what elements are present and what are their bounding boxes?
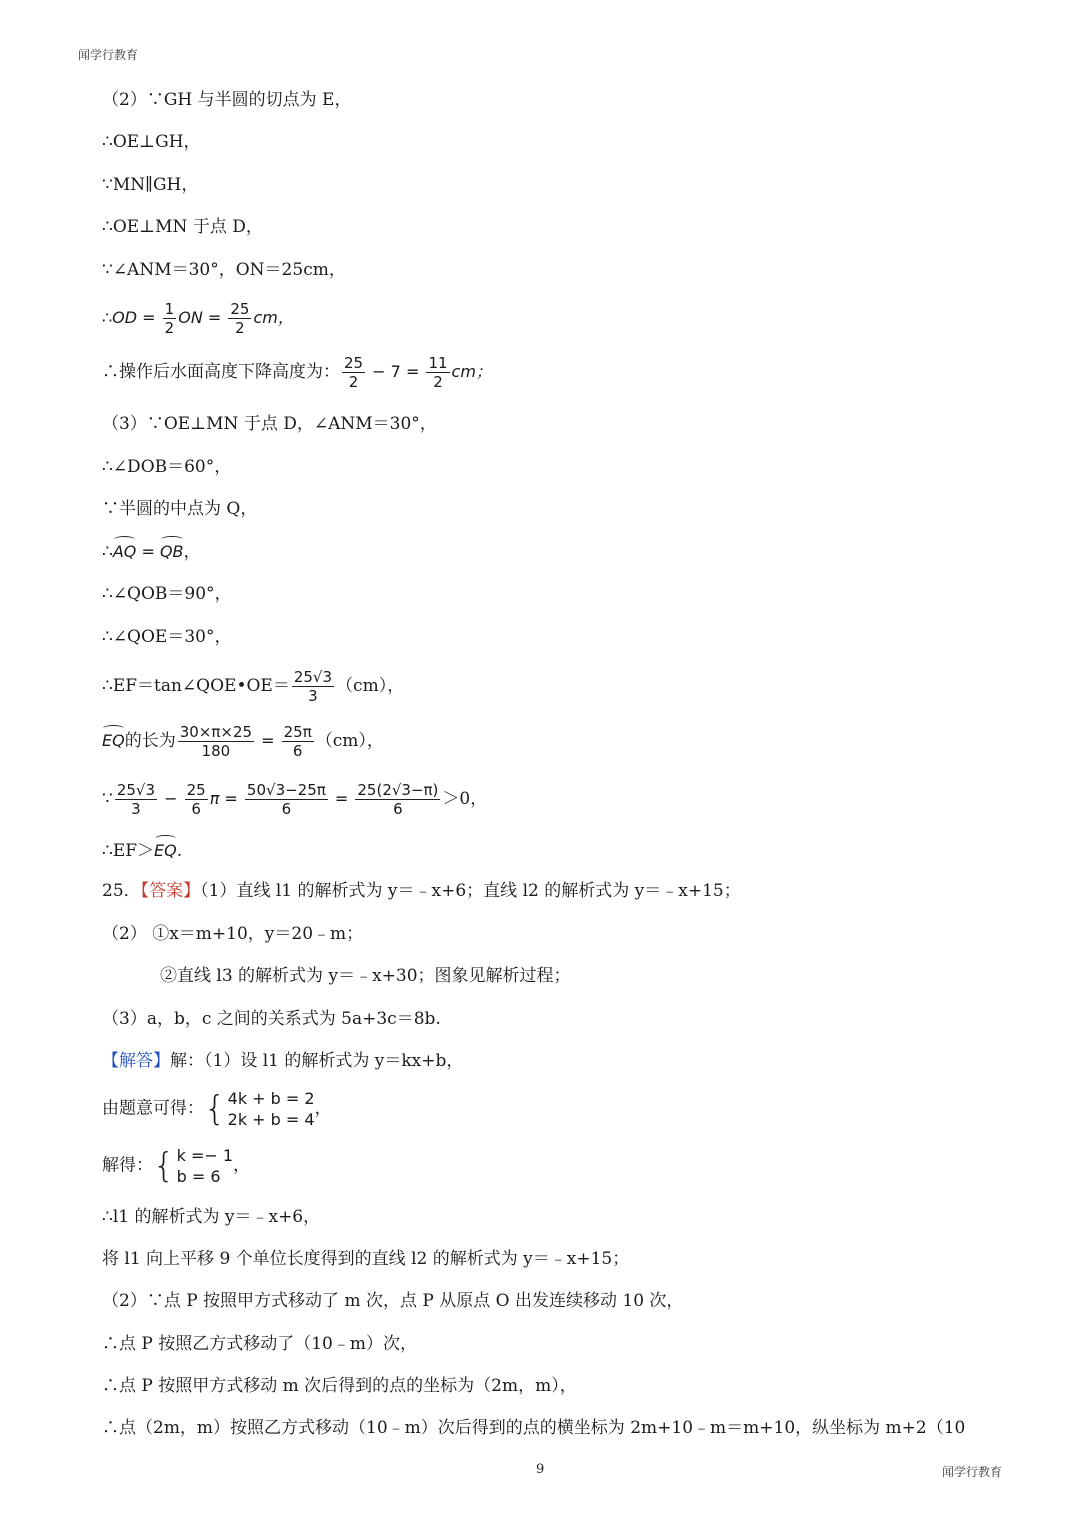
line: （2）∵点 P 按照甲方式移动了 m 次，点 P 从原点 O 出发连续移动 10 次， xyxy=(102,1291,684,1311)
system-line: 由题意可得： { 4k + b = 2 2k + b = 4 ， xyxy=(102,1089,332,1129)
math-line: ∴EF＝tan∠QOE•OE＝ $\frac{25√3}{3}$ （cm）， xyxy=(102,668,405,705)
line: ∴∠QOB＝90°， xyxy=(102,584,232,604)
line: （2）∵GH 与半圆的切点为 E， xyxy=(102,90,352,110)
solution-line: 【解答】解：（1）设 l1 的解析式为 y＝kx+b， xyxy=(102,1051,464,1071)
fraction: $\frac{30\times\pi\times 25}{180}$ xyxy=(179,723,253,760)
solution-tag: 【解答】 xyxy=(102,1051,170,1071)
math-line: ∴操作后水面高度下降高度为： $\frac{25}{2}$ − 7 = $\frac{11}{2}$ cm； xyxy=(102,354,492,391)
math-line: ∴AQ = QB， xyxy=(102,542,201,562)
line: （2） ①x＝m+10，y＝20﹣m； xyxy=(102,924,364,944)
arc-label: AQ xyxy=(112,542,137,561)
fraction: $\frac{25\pi}{6}$ xyxy=(283,723,312,760)
page-footer: 闻学行教育 xyxy=(941,1465,1002,1479)
fraction: $\frac{25(2√3-\pi)}{6}$ xyxy=(357,781,439,818)
system-line: 解得： { k =− 1 b = 6 ， xyxy=(102,1146,251,1186)
line: ∴点（2m，m）按照乙方式移动（10﹣m）次后得到的点的横坐标为 2m+10﹣m＝m+10，纵坐标为 m+2（10 xyxy=(102,1418,966,1438)
answer-tag: 【答案】 xyxy=(140,881,201,901)
line: ∵半圆的中点为 Q， xyxy=(102,499,258,519)
line: ∴OE⊥MN 于点 D， xyxy=(102,217,263,237)
fraction: $\frac{25}{6}$ xyxy=(186,781,206,818)
answer-line: 25．【答案】（1）直线 l1 的解析式为 y＝﹣x+6；直线 l2 的解析式为 y＝﹣x+15； xyxy=(102,881,741,901)
math-line: ∵ $\frac{25√3}{3}$ − $\frac{25}{6}$ π = $\frac{50√3-25\pi}{6}$ = $\frac{25(2√3-\pi)}{6}$ ＞0， xyxy=(102,781,488,818)
line: ∴∠QOE＝30°， xyxy=(102,627,232,647)
fraction: $\frac{50√3-25\pi}{6}$ xyxy=(246,781,326,818)
fraction: $\frac{11}{2}$ xyxy=(428,354,448,391)
math-line: ∴EF＞EQ. xyxy=(102,841,183,861)
page-header: 闻学行教育 xyxy=(78,48,139,62)
math-line: ∴OD = $\frac{1}{2}$ ON = $\frac{25}{2}$ cm， xyxy=(102,300,294,337)
line: 将 l1 向上平移 9 个单位长度得到的直线 l2 的解析式为 y＝﹣x+15； xyxy=(102,1249,630,1269)
arc-label: QB xyxy=(159,542,184,561)
line: ∴l1 的解析式为 y＝﹣x+6， xyxy=(102,1207,321,1227)
line: ∴点 P 按照甲方式移动 m 次后得到的点的坐标为（2m，m）， xyxy=(102,1376,577,1396)
line: ∴OE⊥GH， xyxy=(102,132,201,152)
equation-system: { 4k + b = 2 2k + b = 4 xyxy=(204,1089,315,1129)
fraction: $\frac{1}{2}$ xyxy=(164,300,175,337)
line: ∵MN∥GH， xyxy=(102,175,199,195)
line: ∴点 P 按照乙方式移动了（10﹣m）次， xyxy=(102,1334,417,1354)
line: （3）a，b，c 之间的关系式为 5a+3c＝8b. xyxy=(102,1009,441,1029)
line: ∵∠ANM＝30°，ON＝25cm， xyxy=(102,260,346,280)
fraction: $\frac{25√3}{3}$ xyxy=(116,781,156,818)
line: （3）∵OE⊥MN 于点 D，∠ANM＝30°， xyxy=(102,414,437,434)
line: ∴∠DOB＝60°， xyxy=(102,457,232,477)
line: ②直线 l3 的解析式为 y＝﹣x+30；图象见解析过程； xyxy=(160,966,571,986)
fraction: $\frac{25√3}{3}$ xyxy=(293,668,333,705)
math-line: EQ的长为 $\frac{30\times\pi\times 25}{180}$ = $\frac{25\pi}{6}$ （cm）， xyxy=(102,723,384,760)
equation-system: { k =− 1 b = 6 xyxy=(153,1146,234,1186)
arc-label: EQ xyxy=(102,731,125,750)
fraction: $\frac{25}{2}$ xyxy=(344,354,364,391)
page-number: 9 xyxy=(536,1462,545,1477)
arc-label: EQ xyxy=(154,841,177,860)
fraction: $\frac{25}{2}$ xyxy=(230,300,250,337)
